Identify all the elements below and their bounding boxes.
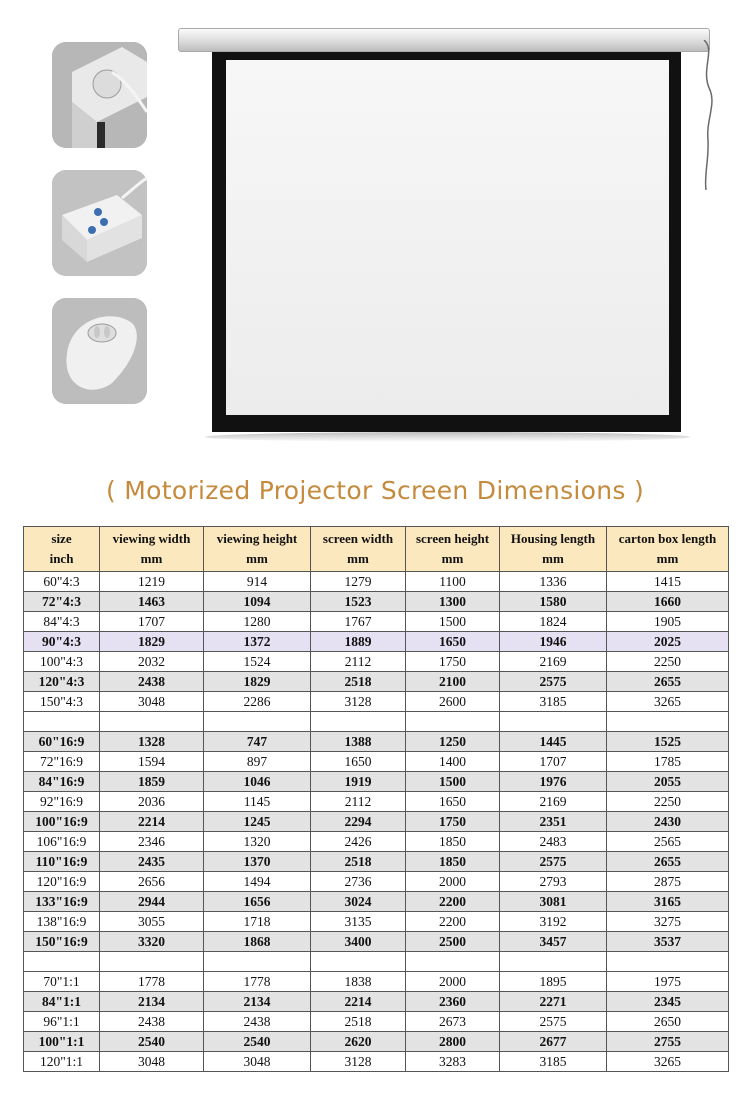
table-cell: 1415	[607, 572, 729, 592]
table-cell: 2483	[500, 832, 607, 852]
table-cell: 3185	[500, 1052, 607, 1072]
table-cell: 1895	[500, 972, 607, 992]
table-cell	[311, 952, 406, 972]
table-cell: 1336	[500, 572, 607, 592]
table-cell: 2345	[607, 992, 729, 1012]
table-cell: 3135	[311, 912, 406, 932]
column-header: screen width mm	[311, 527, 406, 572]
table-cell: 2214	[100, 812, 204, 832]
table-cell: 2169	[500, 652, 607, 672]
table-cell: 1524	[204, 652, 311, 672]
table-cell: 1778	[204, 972, 311, 992]
column-header: Housing length mm	[500, 527, 607, 572]
table-row	[24, 932, 729, 952]
table-cell: 2565	[607, 832, 729, 852]
table-cell: 1280	[204, 612, 311, 632]
table-cell: 2351	[500, 812, 607, 832]
table-cell: 3192	[500, 912, 607, 932]
table-cell	[311, 712, 406, 732]
table-cell	[406, 712, 500, 732]
table-cell: 1494	[204, 872, 311, 892]
table-cell: 2650	[607, 1012, 729, 1032]
page-title: ( Motorized Projector Screen Dimensions )	[105, 476, 645, 505]
projection-surface	[226, 60, 669, 415]
table-cell: 3055	[100, 912, 204, 932]
table-row	[24, 712, 729, 732]
column-header: screen height mm	[406, 527, 500, 572]
table-cell: 3320	[100, 932, 204, 952]
table-cell: 2200	[406, 892, 500, 912]
table-cell: 2430	[607, 812, 729, 832]
table-cell: 84"4:3	[24, 612, 100, 632]
table-cell: 1718	[204, 912, 311, 932]
table-cell: 2250	[607, 792, 729, 812]
table-cell: 2600	[406, 692, 500, 712]
table-cell: 1500	[406, 772, 500, 792]
column-header: size inch	[24, 527, 100, 572]
table-cell: 1707	[100, 612, 204, 632]
table-cell: 1919	[311, 772, 406, 792]
table-cell: 1219	[100, 572, 204, 592]
table-cell: 150"16:9	[24, 932, 100, 952]
table-row	[24, 732, 729, 752]
column-header: carton box length mm	[607, 527, 729, 572]
table-cell: 1523	[311, 592, 406, 612]
table-cell: 3275	[607, 912, 729, 932]
table-cell: 2426	[311, 832, 406, 852]
table-cell: 2055	[607, 772, 729, 792]
table-cell: 120"4:3	[24, 672, 100, 692]
table-cell: 1767	[311, 612, 406, 632]
table-row	[24, 872, 729, 892]
table-cell	[607, 712, 729, 732]
table-cell: 1850	[406, 852, 500, 872]
table-cell: 2169	[500, 792, 607, 812]
table-cell: 2655	[607, 672, 729, 692]
table-cell: 2540	[100, 1032, 204, 1052]
table-cell: 1300	[406, 592, 500, 612]
table-cell: 3457	[500, 932, 607, 952]
table-cell: 2438	[100, 672, 204, 692]
table-row	[24, 1052, 729, 1072]
table-cell: 747	[204, 732, 311, 752]
table-cell: 3265	[607, 692, 729, 712]
table-row	[24, 612, 729, 632]
table-row	[24, 1012, 729, 1032]
table-cell: 120"16:9	[24, 872, 100, 892]
table-cell: 1660	[607, 592, 729, 612]
wall-switch-photo	[52, 170, 147, 276]
table-cell: 1100	[406, 572, 500, 592]
table-cell: 2214	[311, 992, 406, 1012]
dimensions-table	[23, 526, 729, 1072]
table-cell: 2294	[311, 812, 406, 832]
table-cell: 1850	[406, 832, 500, 852]
table-cell: 1975	[607, 972, 729, 992]
table-cell: 96"1:1	[24, 1012, 100, 1032]
table-cell: 2100	[406, 672, 500, 692]
table-cell: 100"4:3	[24, 652, 100, 672]
table-cell: 138"16:9	[24, 912, 100, 932]
table-cell: 2673	[406, 1012, 500, 1032]
table-row	[24, 892, 729, 912]
table-row	[24, 572, 729, 592]
table-cell: 2575	[500, 672, 607, 692]
table-cell: 110"16:9	[24, 852, 100, 872]
table-cell: 1370	[204, 852, 311, 872]
table-cell: 1824	[500, 612, 607, 632]
table-cell: 1525	[607, 732, 729, 752]
table-cell: 3048	[100, 692, 204, 712]
table-cell: 2518	[311, 852, 406, 872]
table-cell	[100, 952, 204, 972]
table-cell: 3024	[311, 892, 406, 912]
table-cell: 2656	[100, 872, 204, 892]
table-cell: 1580	[500, 592, 607, 612]
table-cell: 1463	[100, 592, 204, 612]
table-cell: 2944	[100, 892, 204, 912]
table-cell: 2360	[406, 992, 500, 1012]
table-cell: 2112	[311, 652, 406, 672]
table-row	[24, 912, 729, 932]
table-cell: 1750	[406, 652, 500, 672]
table-cell: 1778	[100, 972, 204, 992]
table-cell	[500, 712, 607, 732]
table-cell	[406, 952, 500, 972]
table-cell: 2518	[311, 1012, 406, 1032]
table-cell: 1656	[204, 892, 311, 912]
table-cell: 2655	[607, 852, 729, 872]
table-cell: 72"16:9	[24, 752, 100, 772]
table-cell: 1829	[100, 632, 204, 652]
table-cell: 2438	[100, 1012, 204, 1032]
table-cell: 1250	[406, 732, 500, 752]
table-row	[24, 792, 729, 812]
table-cell: 914	[204, 572, 311, 592]
table-cell: 2000	[406, 972, 500, 992]
table-cell: 3165	[607, 892, 729, 912]
table-cell: 100"16:9	[24, 812, 100, 832]
table-cell: 3048	[204, 1052, 311, 1072]
table-cell: 60"16:9	[24, 732, 100, 752]
table-cell: 3283	[406, 1052, 500, 1072]
table-row	[24, 852, 729, 872]
table-cell: 1889	[311, 632, 406, 652]
housing-closeup-photo	[52, 42, 147, 148]
table-row	[24, 832, 729, 852]
table-cell: 3537	[607, 932, 729, 952]
table-cell: 1500	[406, 612, 500, 632]
table-cell: 84"1:1	[24, 992, 100, 1012]
table-cell: 2575	[500, 1012, 607, 1032]
table-cell: 2435	[100, 852, 204, 872]
table-cell: 2134	[204, 992, 311, 1012]
table-cell: 2134	[100, 992, 204, 1012]
table-row	[24, 652, 729, 672]
table-cell	[204, 712, 311, 732]
table-cell: 1946	[500, 632, 607, 652]
table-cell: 1976	[500, 772, 607, 792]
table-cell: 72"4:3	[24, 592, 100, 612]
table-row	[24, 632, 729, 652]
table-cell	[607, 952, 729, 972]
table-cell: 2518	[311, 672, 406, 692]
table-cell: 1094	[204, 592, 311, 612]
table-cell: 100"1:1	[24, 1032, 100, 1052]
table-cell	[204, 952, 311, 972]
table-cell: 1400	[406, 752, 500, 772]
table-row	[24, 752, 729, 772]
screen-housing	[178, 28, 710, 52]
table-cell: 2346	[100, 832, 204, 852]
table-cell: 2200	[406, 912, 500, 932]
table-row	[24, 972, 729, 992]
table-cell: 84"16:9	[24, 772, 100, 792]
table-cell: 2286	[204, 692, 311, 712]
table-cell: 2500	[406, 932, 500, 952]
table-cell: 90"4:3	[24, 632, 100, 652]
table-cell: 133"16:9	[24, 892, 100, 912]
table-cell: 2800	[406, 1032, 500, 1052]
table-cell: 897	[204, 752, 311, 772]
table-row	[24, 772, 729, 792]
table-cell: 1328	[100, 732, 204, 752]
table-cell: 2736	[311, 872, 406, 892]
power-cord	[696, 40, 720, 190]
table-cell	[24, 952, 100, 972]
table-cell: 1785	[607, 752, 729, 772]
table-header-row	[24, 527, 729, 572]
table-cell: 2540	[204, 1032, 311, 1052]
table-cell: 3081	[500, 892, 607, 912]
table-cell: 2025	[607, 632, 729, 652]
table-cell: 150"4:3	[24, 692, 100, 712]
table-cell	[24, 712, 100, 732]
table-cell: 3128	[311, 1052, 406, 1072]
table-cell: 1320	[204, 832, 311, 852]
table-cell: 1859	[100, 772, 204, 792]
table-cell: 2575	[500, 852, 607, 872]
table-cell: 2875	[607, 872, 729, 892]
table-cell: 1046	[204, 772, 311, 792]
screen-shadow	[205, 432, 690, 442]
table-cell: 2271	[500, 992, 607, 1012]
table-cell: 3128	[311, 692, 406, 712]
table-row	[24, 812, 729, 832]
table-cell	[500, 952, 607, 972]
table-row	[24, 692, 729, 712]
table-cell: 1750	[406, 812, 500, 832]
table-cell: 1650	[406, 632, 500, 652]
table-row	[24, 672, 729, 692]
table-cell: 2793	[500, 872, 607, 892]
table-cell: 70"1:1	[24, 972, 100, 992]
table-row	[24, 592, 729, 612]
column-header: viewing width mm	[100, 527, 204, 572]
table-cell: 2036	[100, 792, 204, 812]
table-cell: 2755	[607, 1032, 729, 1052]
table-cell	[100, 712, 204, 732]
table-cell: 1279	[311, 572, 406, 592]
table-cell: 92"16:9	[24, 792, 100, 812]
table-cell: 1594	[100, 752, 204, 772]
table-cell: 1245	[204, 812, 311, 832]
table-cell: 3185	[500, 692, 607, 712]
table-cell: 1868	[204, 932, 311, 952]
column-header: viewing height mm	[204, 527, 311, 572]
table-cell: 1905	[607, 612, 729, 632]
table-cell: 1372	[204, 632, 311, 652]
table-row	[24, 992, 729, 1012]
remote-control-photo	[52, 298, 147, 404]
table-cell: 2620	[311, 1032, 406, 1052]
table-row	[24, 1032, 729, 1052]
table-cell: 1388	[311, 732, 406, 752]
table-cell: 120"1:1	[24, 1052, 100, 1072]
table-cell: 60"4:3	[24, 572, 100, 592]
table-cell: 1829	[204, 672, 311, 692]
table-cell: 3265	[607, 1052, 729, 1072]
table-row	[24, 952, 729, 972]
table-cell: 106"16:9	[24, 832, 100, 852]
table-cell: 2032	[100, 652, 204, 672]
table-cell: 1650	[406, 792, 500, 812]
table-cell: 3400	[311, 932, 406, 952]
table-cell: 2438	[204, 1012, 311, 1032]
table-cell: 3048	[100, 1052, 204, 1072]
table-cell: 1145	[204, 792, 311, 812]
table-cell: 1445	[500, 732, 607, 752]
table-cell: 2000	[406, 872, 500, 892]
table-cell: 1650	[311, 752, 406, 772]
table-cell: 2112	[311, 792, 406, 812]
table-cell: 1838	[311, 972, 406, 992]
table-cell: 1707	[500, 752, 607, 772]
table-cell: 2250	[607, 652, 729, 672]
table-cell: 2677	[500, 1032, 607, 1052]
